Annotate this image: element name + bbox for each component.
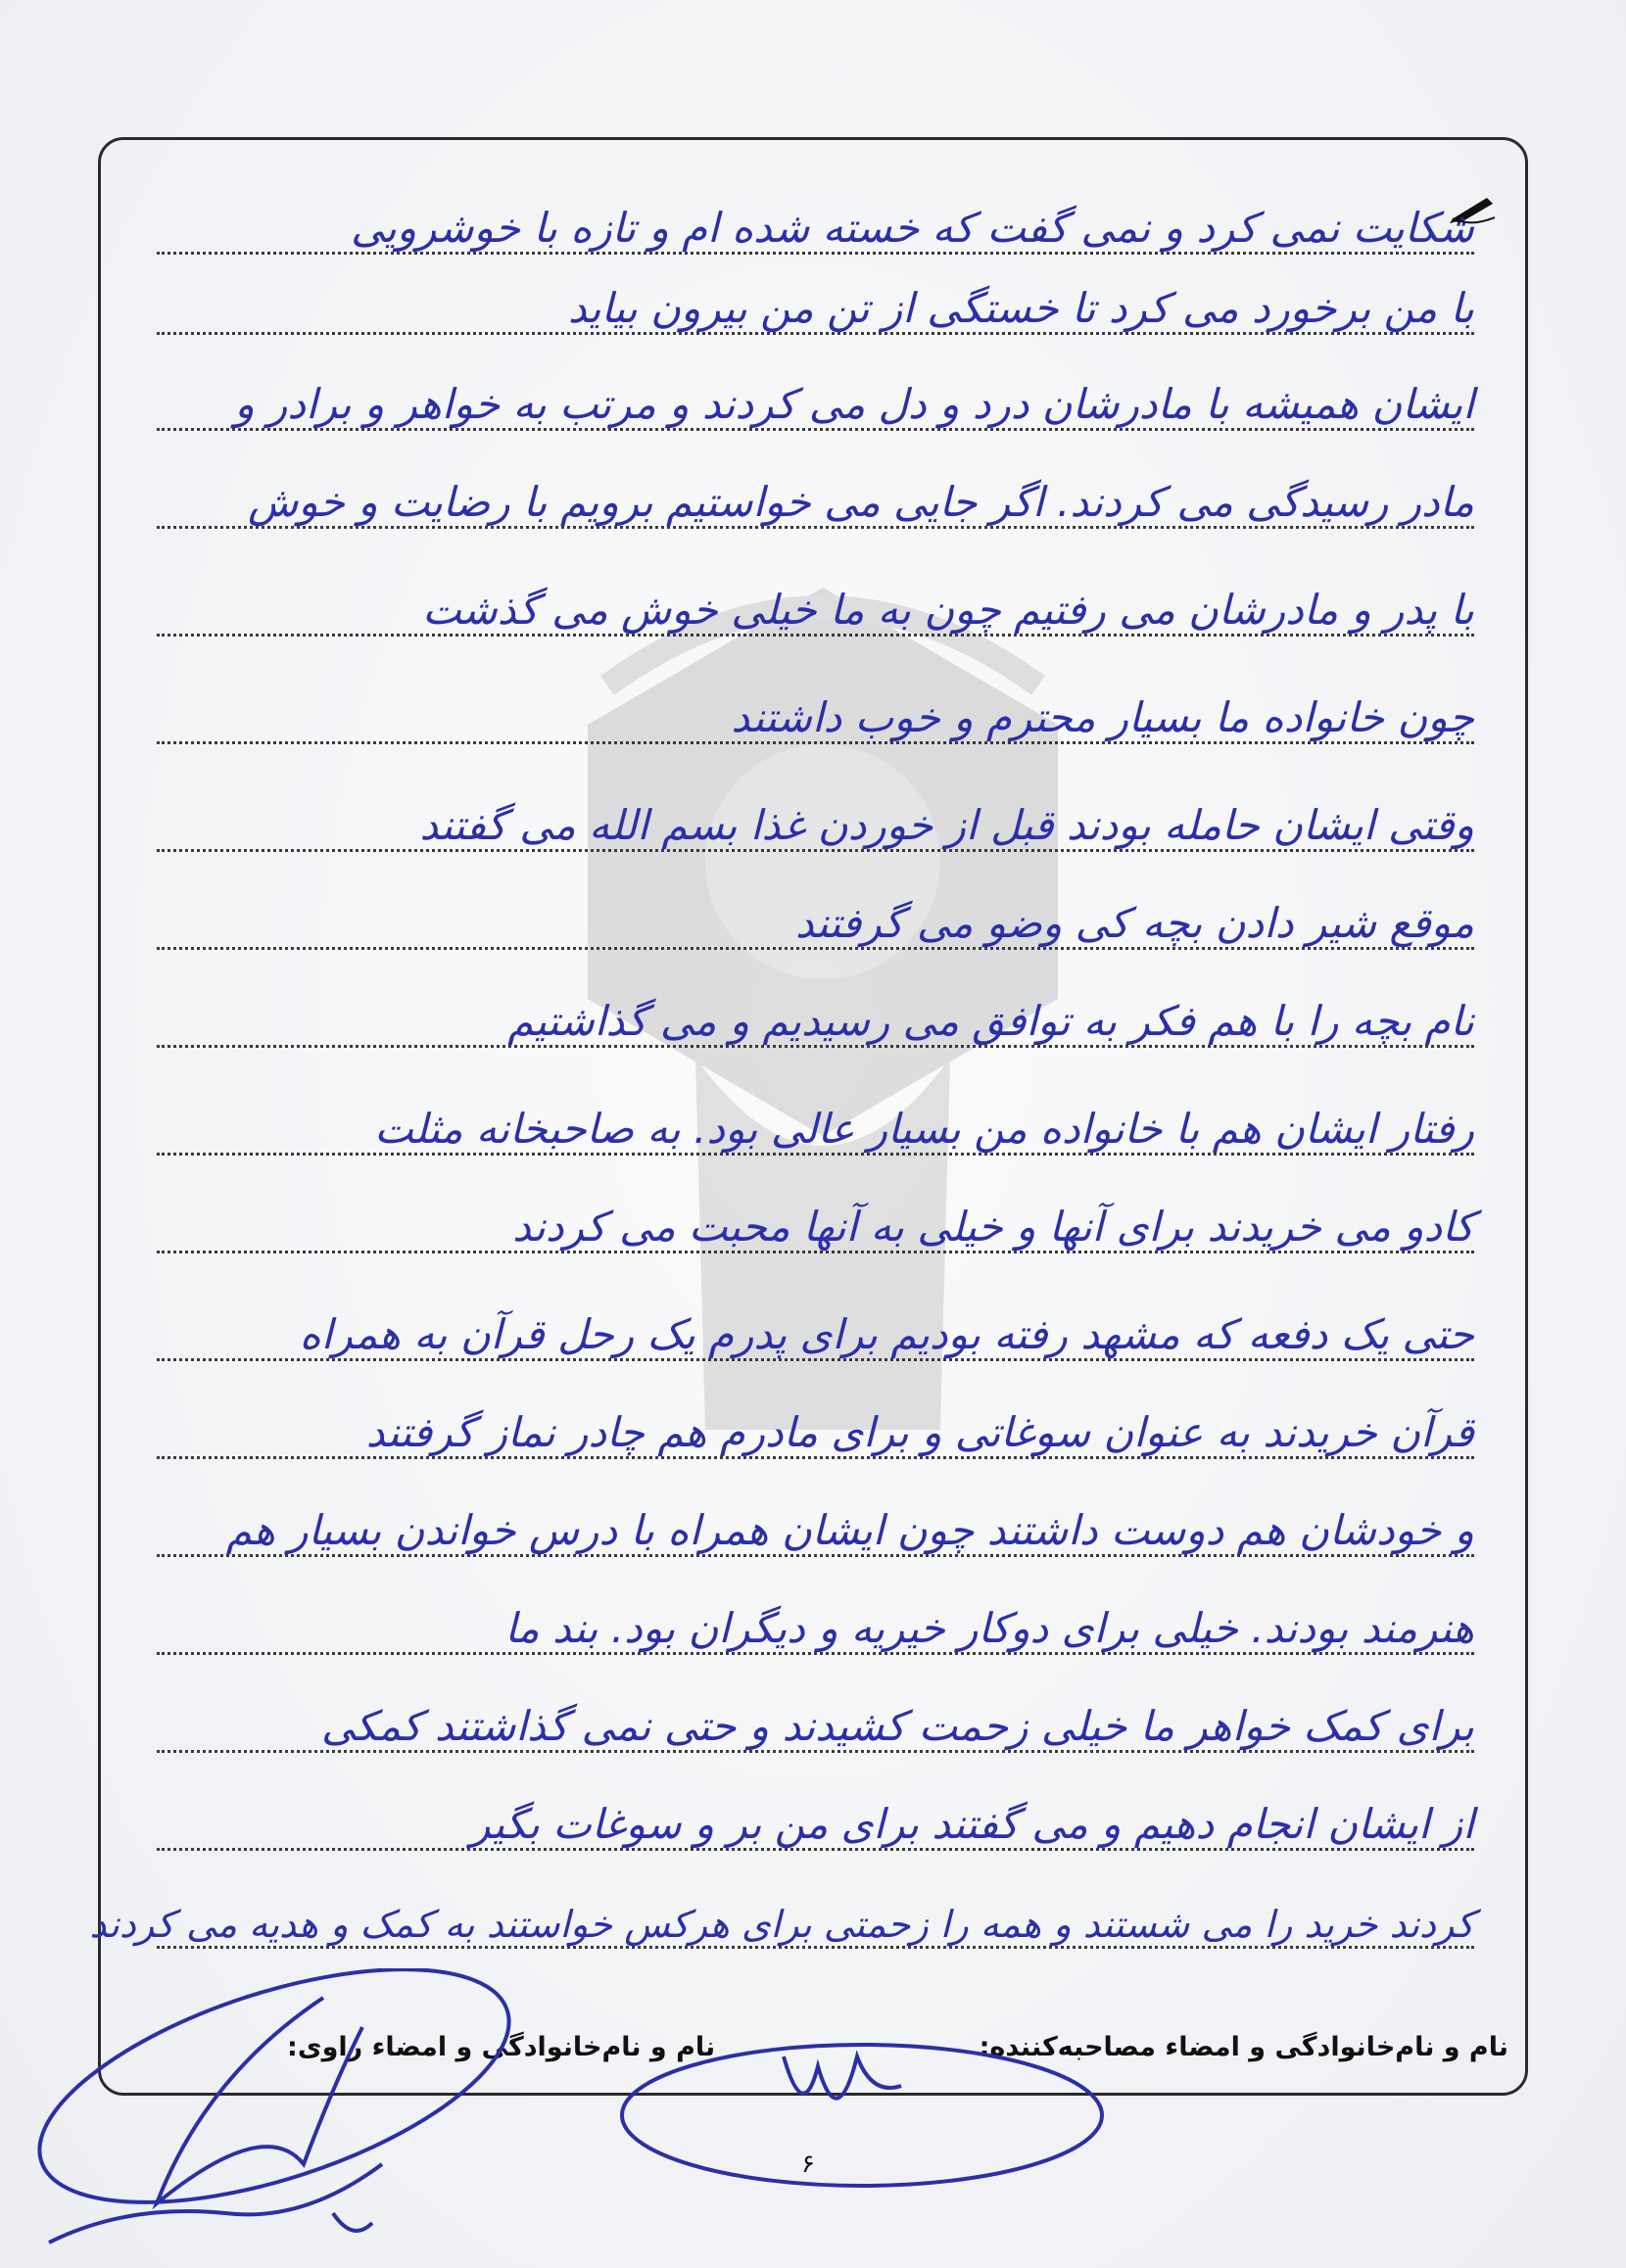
text-line: کادو می خریدند برای آنها و خیلی به آنها محبت می کردند	[157, 1185, 1474, 1253]
text-line: موقع شیر دادن بچه کی وضو می گرفتند	[157, 881, 1474, 950]
text-line: مادر رسیدگی می کردند. اگر جایی می خواستیم برویم با رضایت و خوش	[157, 460, 1474, 529]
text-line: هنرمند بودند. خیلی برای دوکار خیریه و دیگران بود. بند ما	[157, 1586, 1474, 1655]
text-line: کردند خرید را می شستند و همه را زحمتی برای هرکس خواستند به کمک و هدیه می کردند	[157, 1880, 1474, 1949]
text-line: برای کمک خواهر ما خیلی زحمت کشیدند و حتی نمی گذاشتند کمکی	[157, 1684, 1474, 1753]
text-line: شکایت نمی کرد و نمی گفت که خسته شده ام و تازه با خوشرویی	[157, 186, 1474, 255]
text-line: وقتی ایشان حامله بودند قبل از خوردن غذا بسم الله می گفتند	[157, 783, 1474, 852]
narrator-label: نام و نام‌خانوادگی و امضاء راوی:	[287, 2032, 716, 2062]
text-line: چون خانواده ما بسیار محترم و خوب داشتند	[157, 676, 1474, 744]
text-line: از ایشان انجام دهیم و می گفتند برای من بر و سوغات بگیر	[157, 1782, 1474, 1851]
narrator-signature	[10, 1968, 558, 2262]
text-line: با پدر و مادرشان می رفتیم چون به ما خیلی خوش می گذشت	[157, 568, 1474, 637]
text-line: و خودشان هم دوست داشتند چون ایشان همراه با درس خواندن بسیار هم	[157, 1488, 1474, 1557]
interviewer-label: نام و نام‌خانوادگی و امضاء مصاحبه‌کننده:	[979, 2032, 1508, 2062]
text-line: رفتار ایشان هم با خانواده من بسیار عالی بود. به صاحبخانه مثلت	[157, 1087, 1474, 1156]
interviewer-signature	[607, 1998, 1117, 2203]
page-number: ۶	[801, 2150, 815, 2179]
text-line: نام بچه را با هم فکر به توافق می رسیدیم و می گذاشتیم	[157, 979, 1474, 1048]
text-line: ایشان همیشه با مادرشان درد و دل می کردند و مرتب به خواهر و برادر و	[157, 362, 1474, 431]
text-line: قرآن خریدند به عنوان سوغاتی و برای مادرم هم چادر نماز گرفتند	[157, 1391, 1474, 1459]
text-line: با من برخورد می کرد تا خستگی از تن من بیرون بیاید	[157, 266, 1474, 335]
text-line: حتی یک دفعه که مشهد رفته بودیم برای پدرم یک رحل قرآن به همراه	[157, 1293, 1474, 1361]
